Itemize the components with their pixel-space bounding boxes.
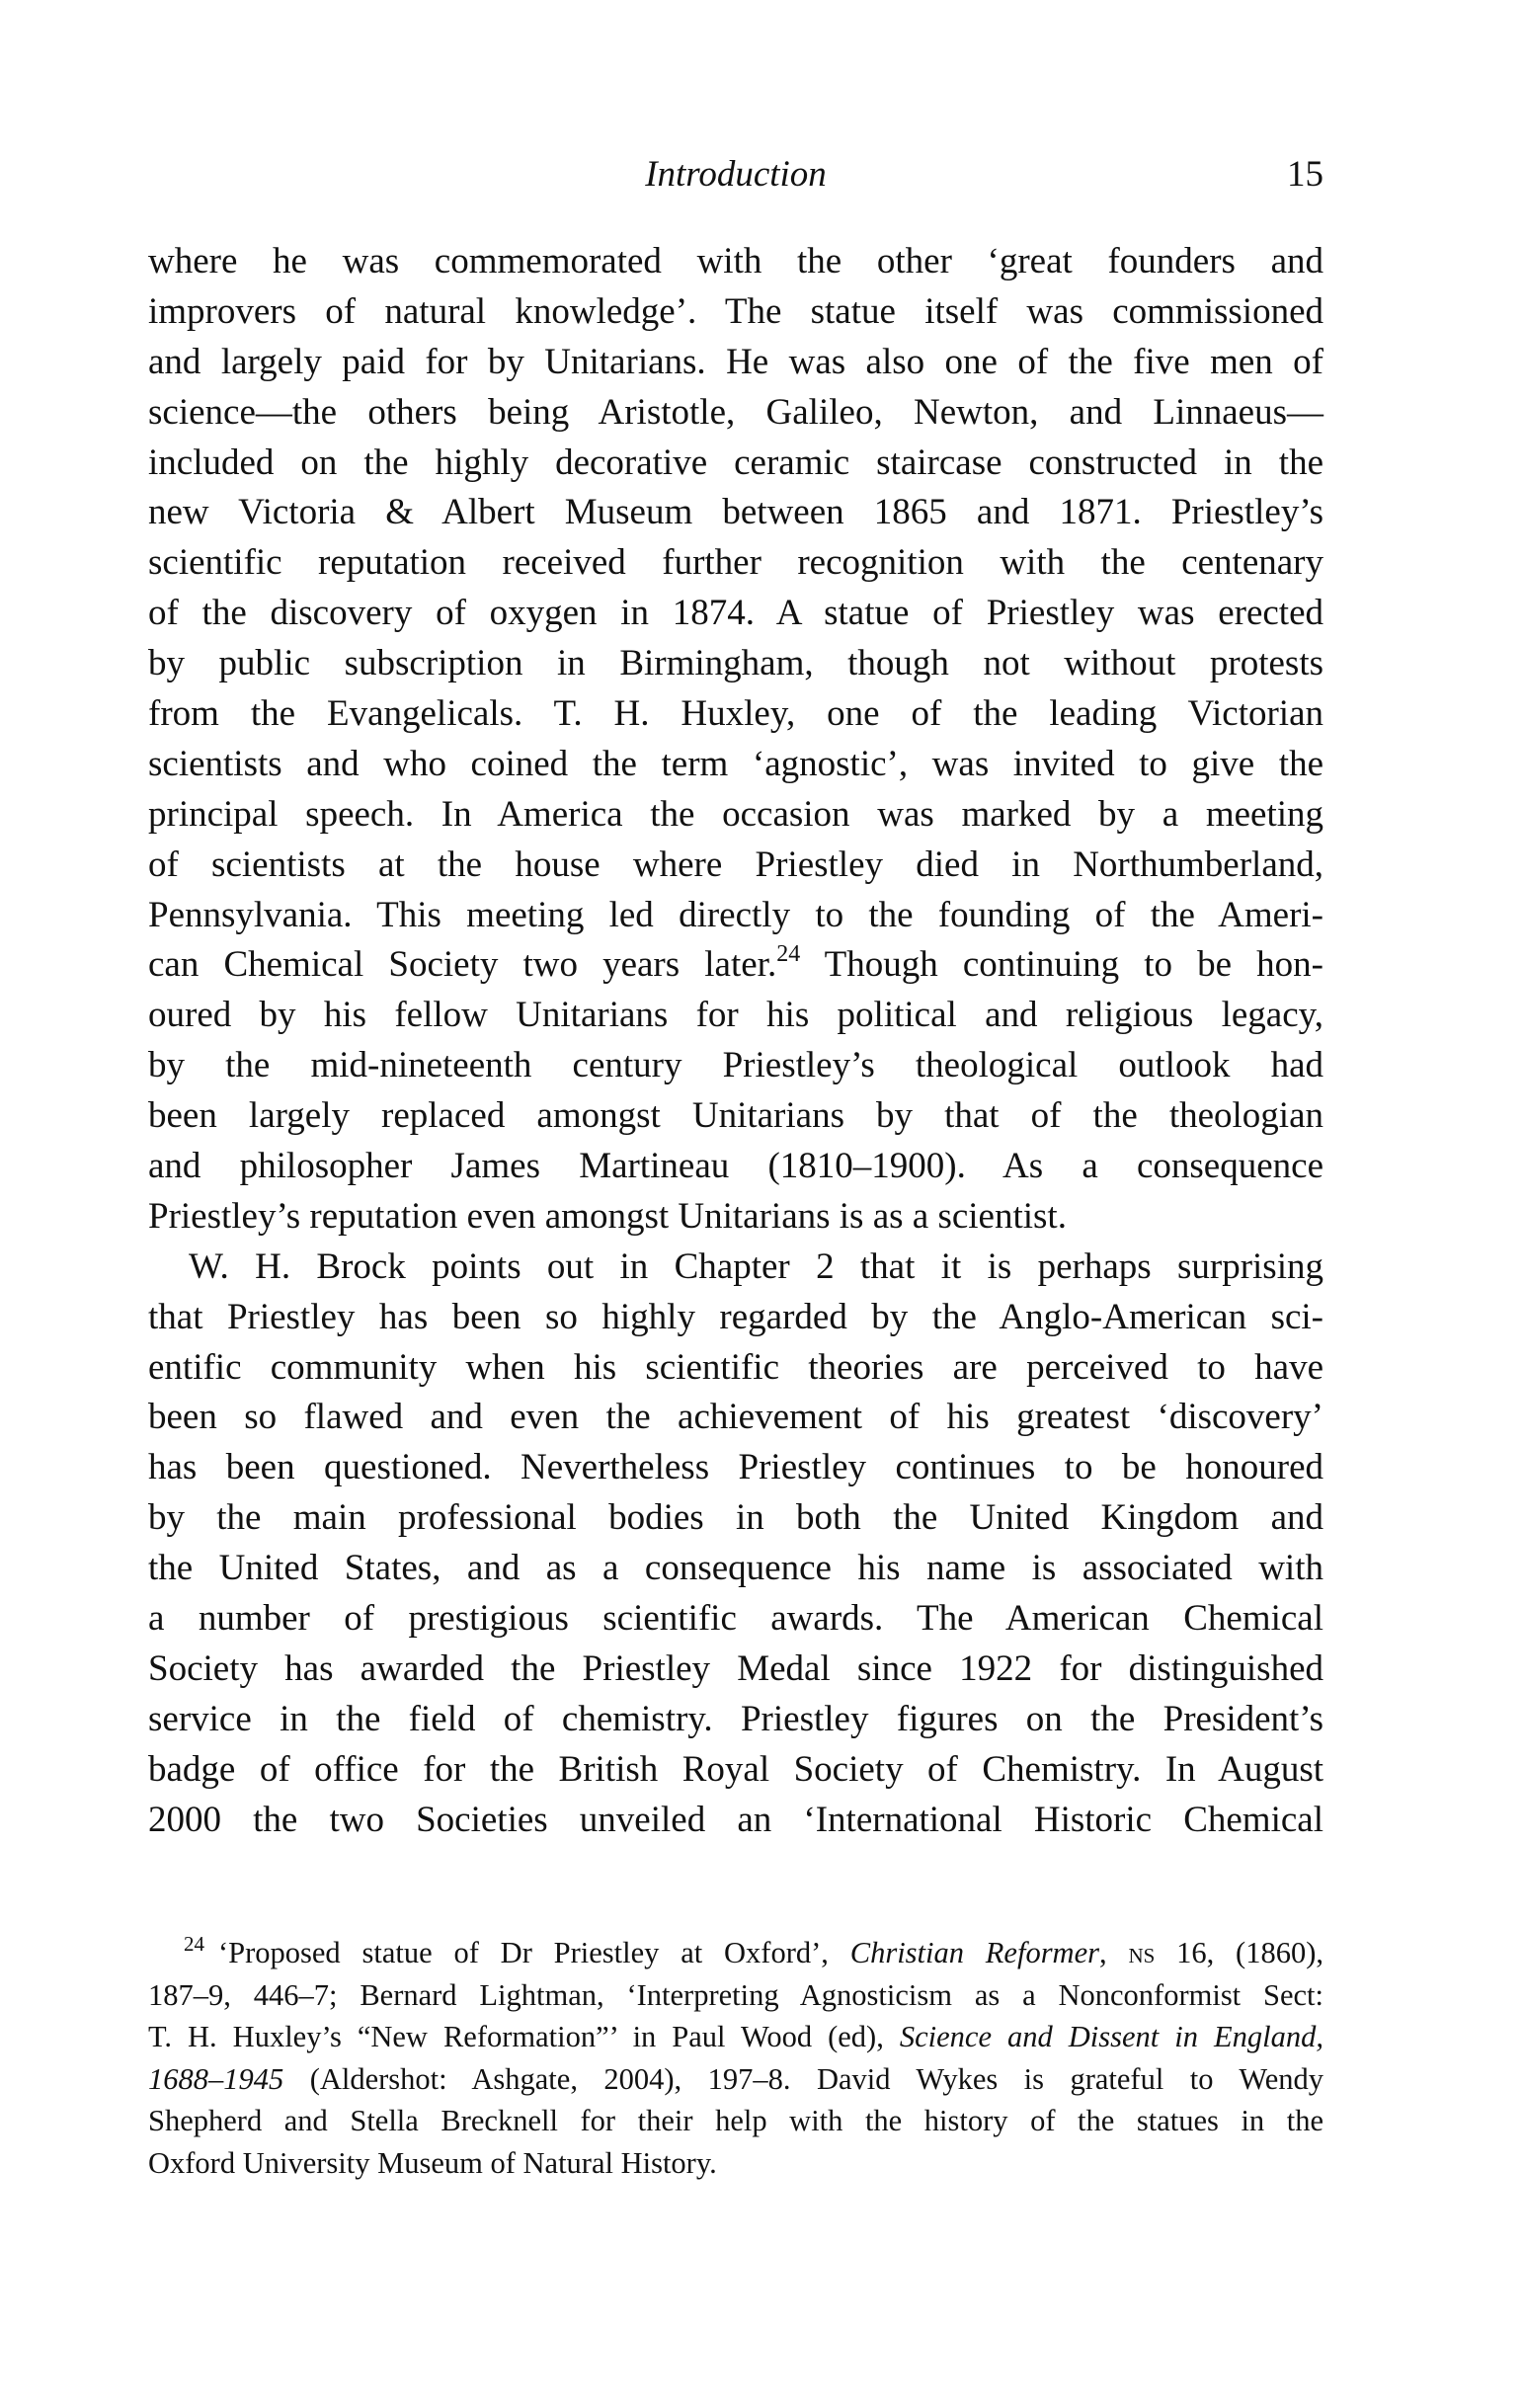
text-line: service in the field of chemistry. Priestley figures on the President’s [148, 1698, 1323, 1739]
text-line: scientific reputation received further recognition with the centenary [148, 542, 1323, 584]
footnote-number: 24 [184, 1932, 204, 1956]
footnote-text: T. H. Huxley’s “New Reformation”’ in Paul Wood (ed), [148, 2020, 900, 2054]
footnote-line [148, 2058, 1323, 2101]
footnote-text: 16, (1860), [1155, 1936, 1323, 1969]
footnotes [148, 1932, 1323, 2185]
text-line: Society has awarded the Priestley Medal since 1922 for distinguished [148, 1647, 1323, 1689]
text-line: from the Evangelicals. T. H. Huxley, one of the leading Victorian [148, 693, 1323, 735]
text-line: that Priestley has been so highly regarded by the Anglo-American sci- [148, 1296, 1323, 1337]
text-line: by the main professional bodies in both the United Kingdom and [148, 1497, 1323, 1539]
text-line: been largely replaced amongst Unitarians by that of the theologian [148, 1095, 1323, 1137]
page-number: 15 [1287, 154, 1323, 195]
text-line: oured by his fellow Unitarians for his political and religious legacy, [148, 995, 1323, 1036]
body-text [148, 237, 1323, 1846]
text-fragment: Though continuing to be hon- [800, 944, 1323, 986]
text-line: entific community when his scientific theories are perceived to have [148, 1346, 1323, 1388]
footnote-abbrev: ns [1128, 1936, 1156, 1969]
footnote-title: 1688–1945 [148, 2061, 284, 2096]
text-line: of scientists at the house where Priestley died in Northumberland, [148, 843, 1323, 885]
footnote-line [148, 1932, 1323, 1974]
text-line: improvers of natural knowledge’. The statue itself was commissioned [148, 290, 1323, 332]
text-line: principal speech. In America the occasion was marked by a meeting [148, 793, 1323, 835]
text-line: 2000 the two Societies unveiled an ‘International Historic Chemical [148, 1799, 1323, 1840]
running-head [148, 150, 1323, 200]
text-line: new Victoria & Albert Museum between 1865 and 1871. Priestley’s [148, 492, 1323, 533]
text-line: and largely paid for by Unitarians. He was also one of the five men of [148, 341, 1323, 382]
footnote-line: Oxford University Museum of Natural History. [148, 2145, 717, 2180]
footnote-line: Shepherd and Stella Brecknell for their help with the history of the statues in the [148, 2104, 1323, 2138]
running-title: Introduction [645, 154, 827, 195]
text-line: by the mid-nineteenth century Priestley’s theological outlook had [148, 1045, 1323, 1086]
text-line: by public subscription in Birmingham, though not without protests [148, 643, 1323, 684]
text-line: been so flawed and even the achievement of his greatest ‘discovery’ [148, 1397, 1323, 1438]
footnote-title: Science and Dissent in England, [899, 2020, 1324, 2054]
footnote-title: Christian Reformer [849, 1936, 1099, 1969]
text-line: Priestley’s reputation even amongst Unitarians is as a scientist. [148, 1195, 1067, 1237]
text-line: the United States, and as a consequence his name is associated with [148, 1548, 1323, 1589]
text-line: science—the others being Aristotle, Galileo, Newton, and Linnaeus— [148, 391, 1323, 433]
text-line: a number of prestigious scientific awards. The American Chemical [148, 1598, 1323, 1640]
footnote-text: , [1099, 1936, 1129, 1969]
footnote-text: (Aldershot: Ashgate, 2004), 197–8. David Wykes is grateful to Wendy [283, 2061, 1323, 2096]
text-line: and philosopher James Martineau (1810–1900). As a consequence [148, 1146, 1323, 1187]
text-line: of the discovery of oxygen in 1874. A statue of Priestley was erected [148, 593, 1323, 634]
text-line [148, 940, 1323, 991]
text-line: W. H. Brock points out in Chapter 2 that it is perhaps surprising [189, 1245, 1323, 1287]
text-line: has been questioned. Nevertheless Priestley continues to be honoured [148, 1447, 1323, 1488]
text-fragment: can Chemical Society two years later. [148, 944, 777, 986]
text-line: badge of office for the British Royal Society of Chemistry. In August [148, 1748, 1323, 1790]
footnote-text: ‘Proposed statue of Dr Priestley at Oxford’, [218, 1936, 850, 1969]
text-line: included on the highly decorative ceramic staircase constructed in the [148, 441, 1323, 483]
text-line: where he was commemorated with the other ‘great founders and [148, 241, 1323, 281]
footnote-line [148, 2016, 1323, 2058]
text-line: scientists and who coined the term ‘agnostic’, was invited to give the [148, 743, 1323, 784]
footnote-line: 187–9, 446–7; Bernard Lightman, ‘Interpreting Agnosticism as a Nonconformist Sect: [148, 1977, 1323, 2012]
footnote-reference[interactable]: 24 [776, 941, 801, 968]
text-line: Pennsylvania. This meeting led directly to the founding of the Ameri- [148, 894, 1323, 935]
